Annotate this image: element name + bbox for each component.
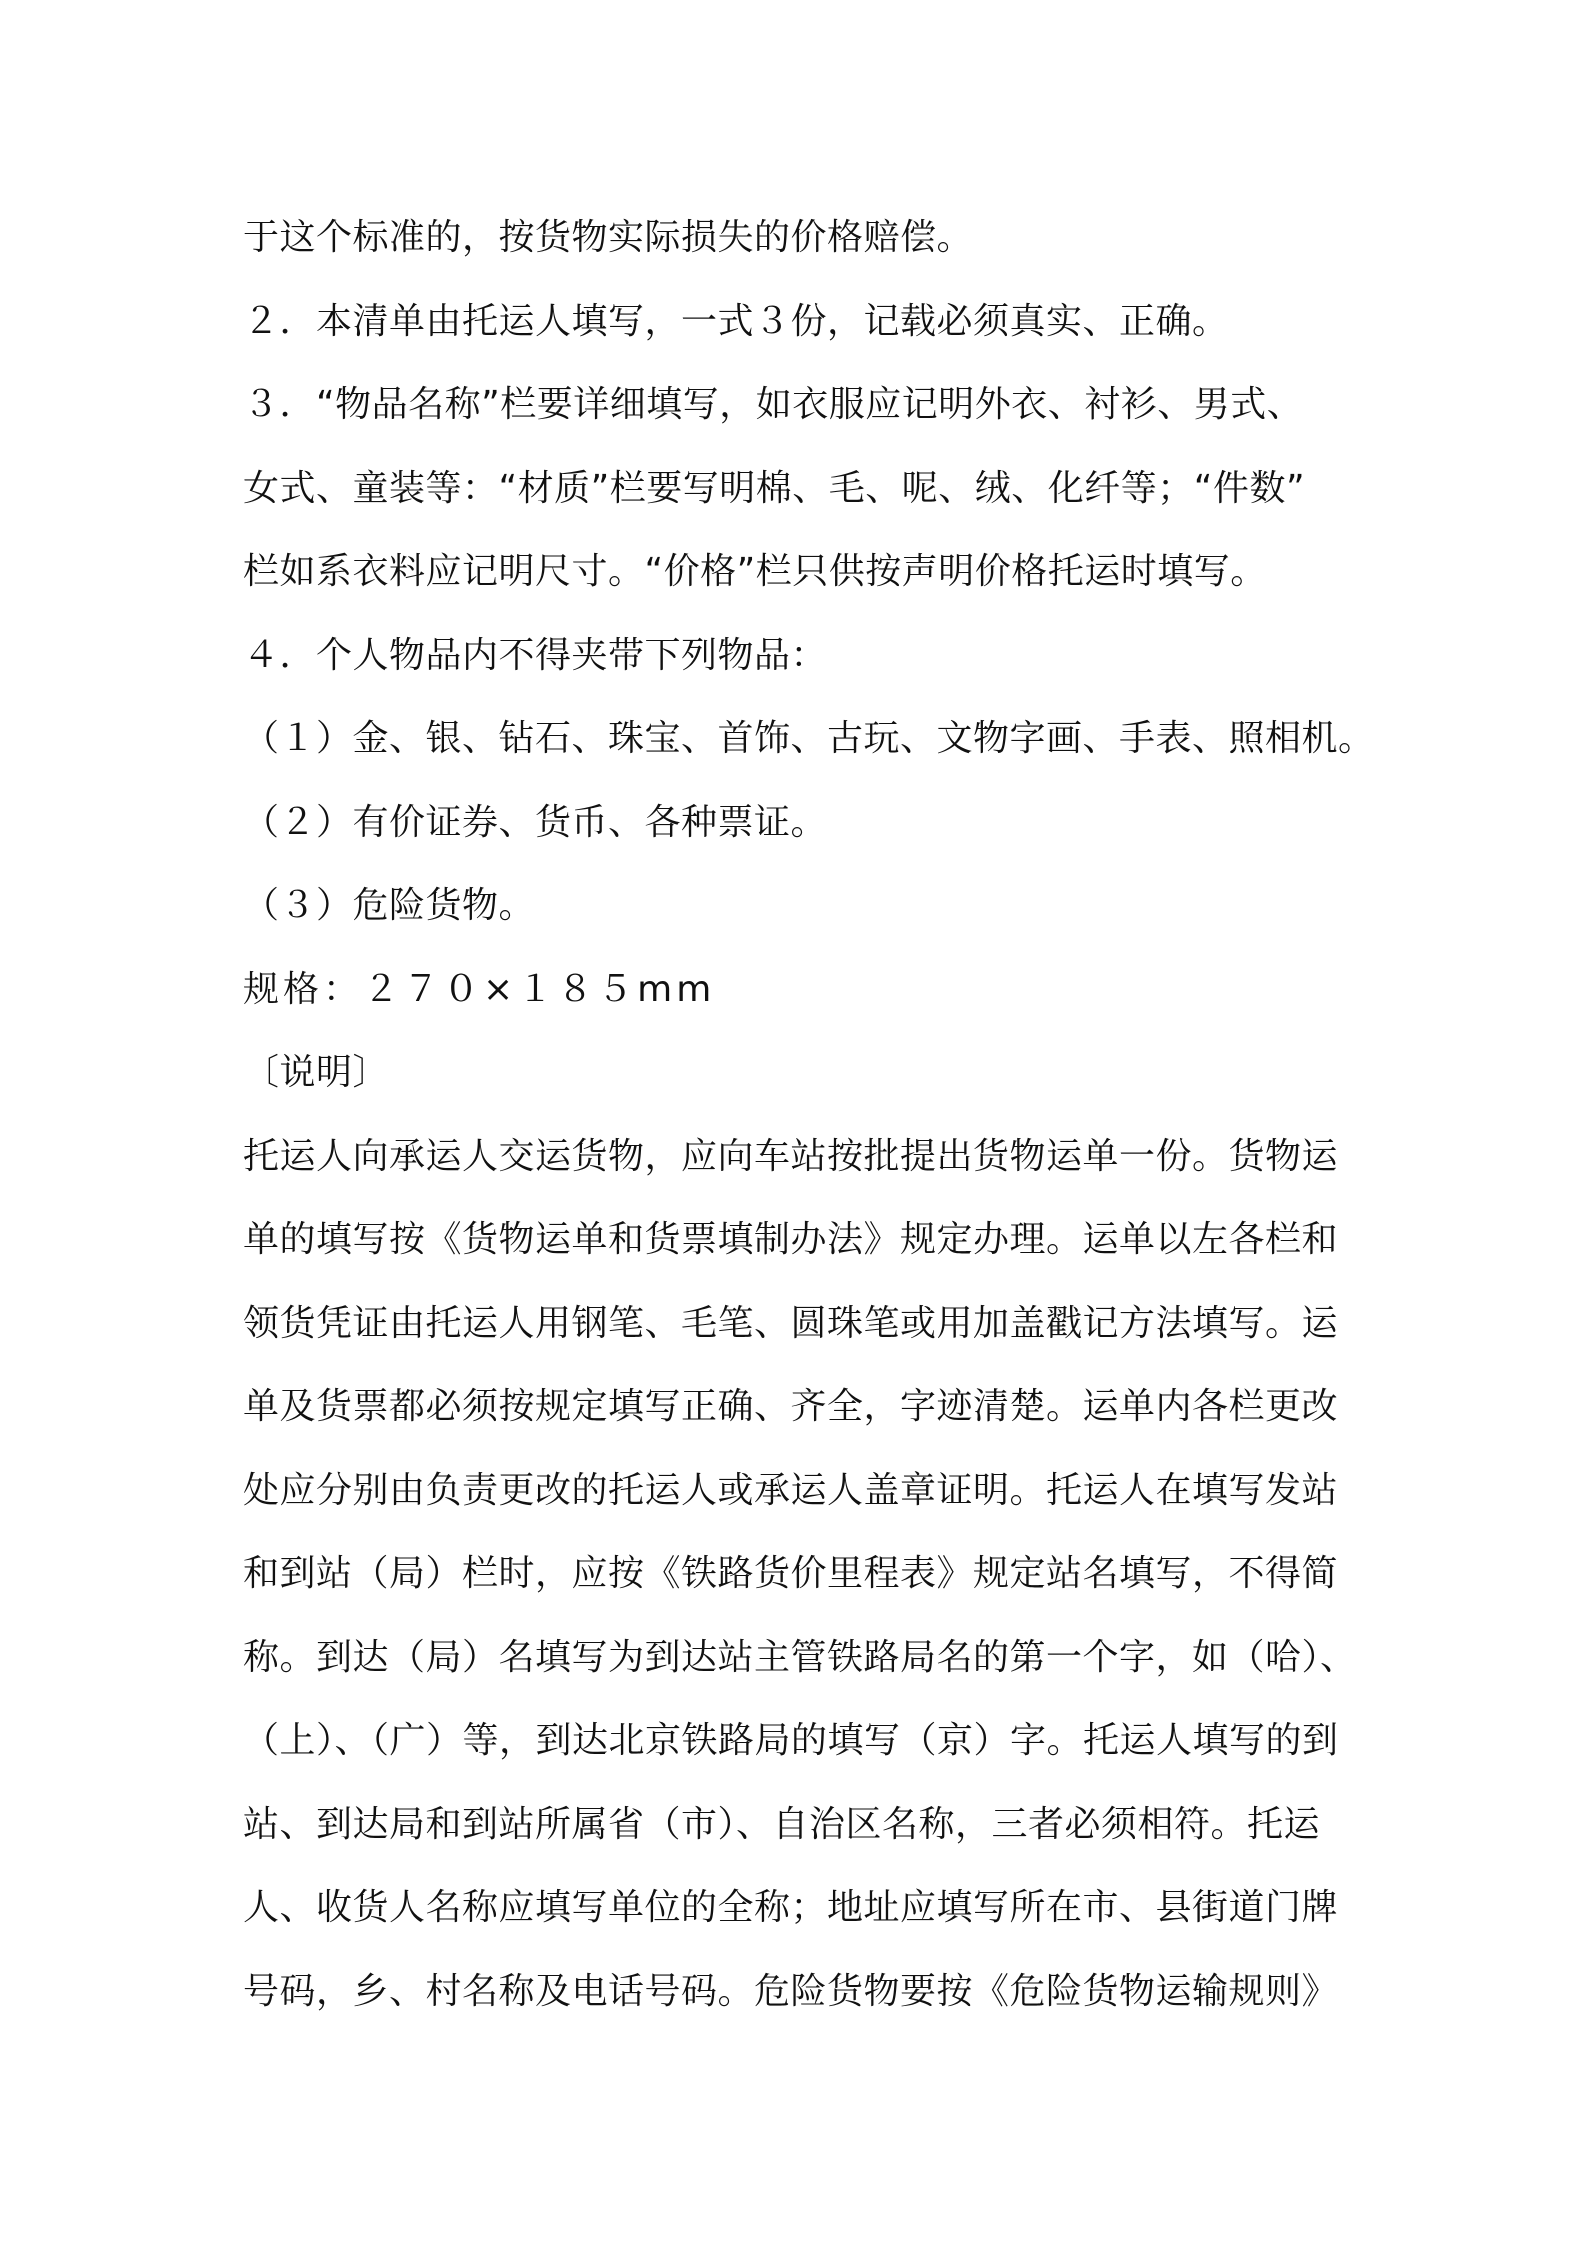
text-line: （２）有价证券、货币、各种票证。	[243, 801, 828, 843]
document-body	[243, 196, 1375, 2033]
text-line: ４．个人物品内不得夹带下列物品：	[243, 634, 828, 676]
text-line: 人、收货人名称应填写单位的全称；地址应填写所在市、县街道门牌	[243, 1887, 1339, 1928]
text-line: （３）危险货物。	[243, 885, 536, 926]
text-line: ３．“物品名称”栏要详细填写，如衣服应记明外衣、衬衫、男式、	[243, 384, 1304, 425]
text-line: 栏如系衣料应记明尺寸。“价格”栏只供按声明价格托运时填写。	[243, 551, 1267, 592]
text-line: 于这个标准的，按货物实际损失的价格赔偿。	[243, 217, 974, 258]
text-line: 单的填写按《货物运单和货票填制办法》规定办理。运单以左各栏和	[243, 1219, 1339, 1260]
text-line: （上）、（广）等，到达北京铁路局的填写（京）字。托运人填写的到	[243, 1720, 1339, 1761]
text-line: 站、到达局和到站所属省（市）、自治区名称，三者必须相符。托运	[243, 1803, 1321, 1845]
text-line: ２．本清单由托运人填写，一式３份，记载必须真实、正确。	[243, 300, 1229, 342]
text-line: 和到站（局）栏时，应按《铁路货价里程表》规定站名填写，不得简	[243, 1553, 1339, 1594]
text-line: 单及货票都必须按规定填写正确、齐全，字迹清楚。运单内各栏更改	[243, 1386, 1339, 1427]
text-line: 托运人向承运人交运货物，应向车站按批提出货物运单一份。货物运	[243, 1135, 1339, 1177]
text-line: 领货凭证由托运人用钢笔、毛笔、圆珠笔或用加盖戳记方法填写。运	[243, 1302, 1339, 1344]
text-line: （１）金、银、钻石、珠宝、首饰、古玩、文物字画、手表、照相机。	[243, 718, 1375, 759]
text-line: 女式、童装等：“材质”栏要写明棉、毛、呢、绒、化纤等；“件数”	[243, 467, 1306, 509]
text-line: 称。到达（局）名填写为到达站主管铁路局名的第一个字，如（哈）、	[243, 1636, 1357, 1678]
section-heading: 〔说明〕	[243, 1052, 390, 1093]
spec-line: 规格：２７０×１８５mm	[243, 968, 716, 1010]
text-line: 号码，乡、村名称及电话号码。危险货物要按《危险货物运输规则》	[243, 1970, 1339, 2012]
text-line: 处应分别由负责更改的托运人或承运人盖章证明。托运人在填写发站	[243, 1469, 1339, 1511]
